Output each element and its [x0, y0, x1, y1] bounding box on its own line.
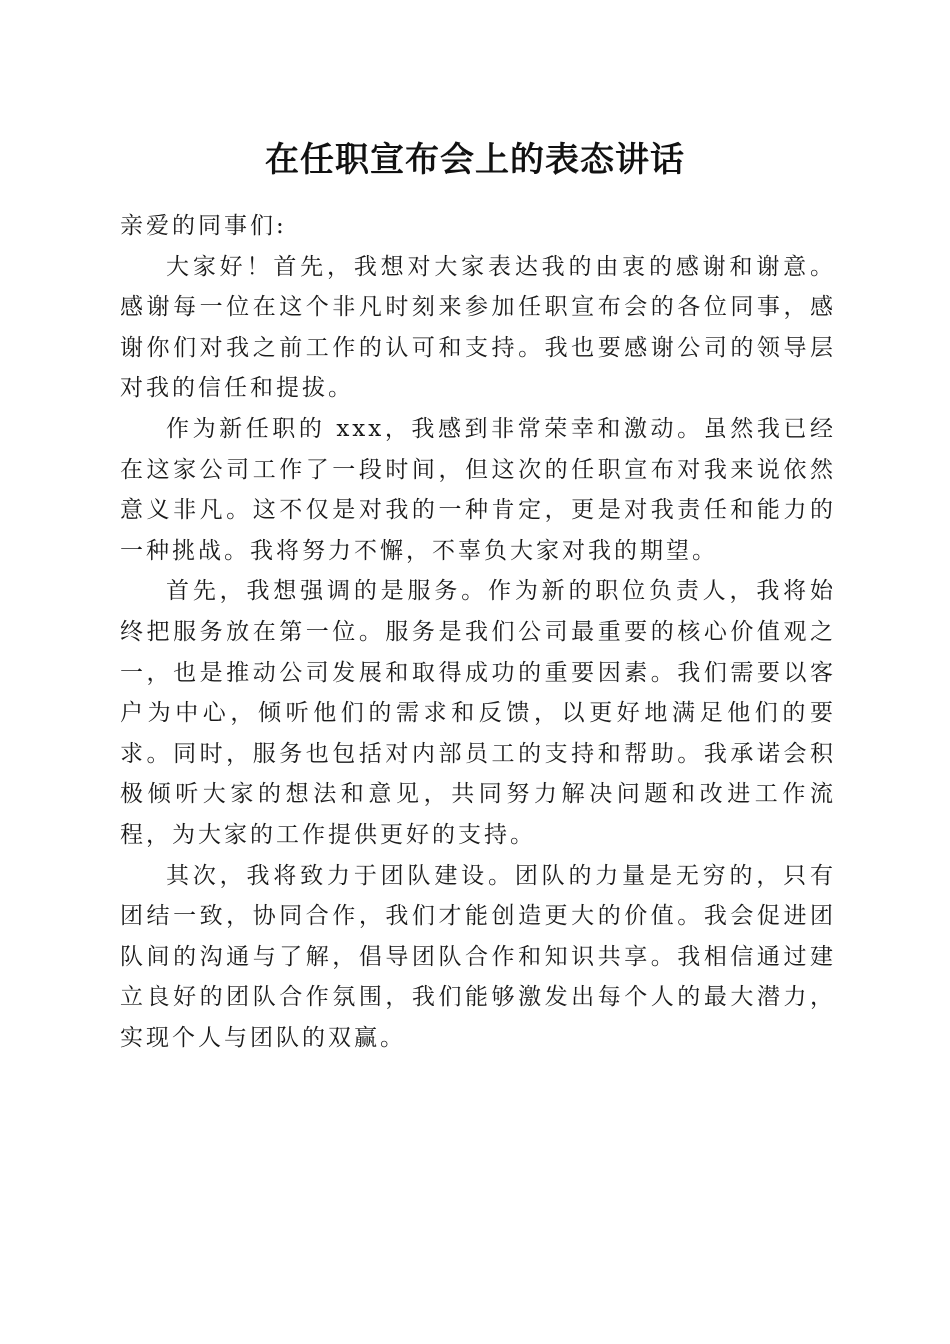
- paragraph-service: 首先，我想强调的是服务。作为新的职位负责人，我将始终把服务放在第一位。服务是我们公司最重要的核心价值观之一，也是推动公司发展和取得成功的重要因素。我们需要以客户为中心，倾听他们的需求和反馈，以更好地满足他们的要求。同时，服务也包括对内部员工的支持和帮助。我承诺会积极倾听大家的想法和意见，共同努力解决问题和改进工作流程，为大家的工作提供更好的支持。: [120, 578, 836, 848]
- document-title: 在任职宣布会上的表态讲话: [265, 140, 685, 180]
- paragraph-team-building: 其次，我将致力于团队建设。团队的力量是无穷的，只有团结一致，协同合作，我们才能创造更大的价值。我会促进团队间的沟通与了解，倡导团队合作和知识共享。我相信通过建立良好的团队合作氛围，我们能够激发出每个人的最大潜力，实现个人与团队的双赢。: [120, 862, 836, 1051]
- document-body: [120, 206, 836, 1058]
- paragraph-greeting: 大家好！首先，我想对大家表达我的由衷的感谢和谢意。感谢每一位在这个非凡时刻来参加任职宣布会的各位同事，感谢你们对我之前工作的认可和支持。我也要感谢公司的领导层对我的信任和提拔。: [120, 253, 836, 402]
- salutation: 亲爱的同事们:: [120, 213, 287, 239]
- paragraph-new-role: 作为新任职的 xxx，我感到非常荣幸和激动。虽然我已经在这家公司工作了一段时间，但这次的任职宣布对我来说依然意义非凡。这不仅是对我的一种肯定，更是对我责任和能力的一种挑战。我将努力不懈，不辜负大家对我的期望。: [120, 415, 836, 564]
